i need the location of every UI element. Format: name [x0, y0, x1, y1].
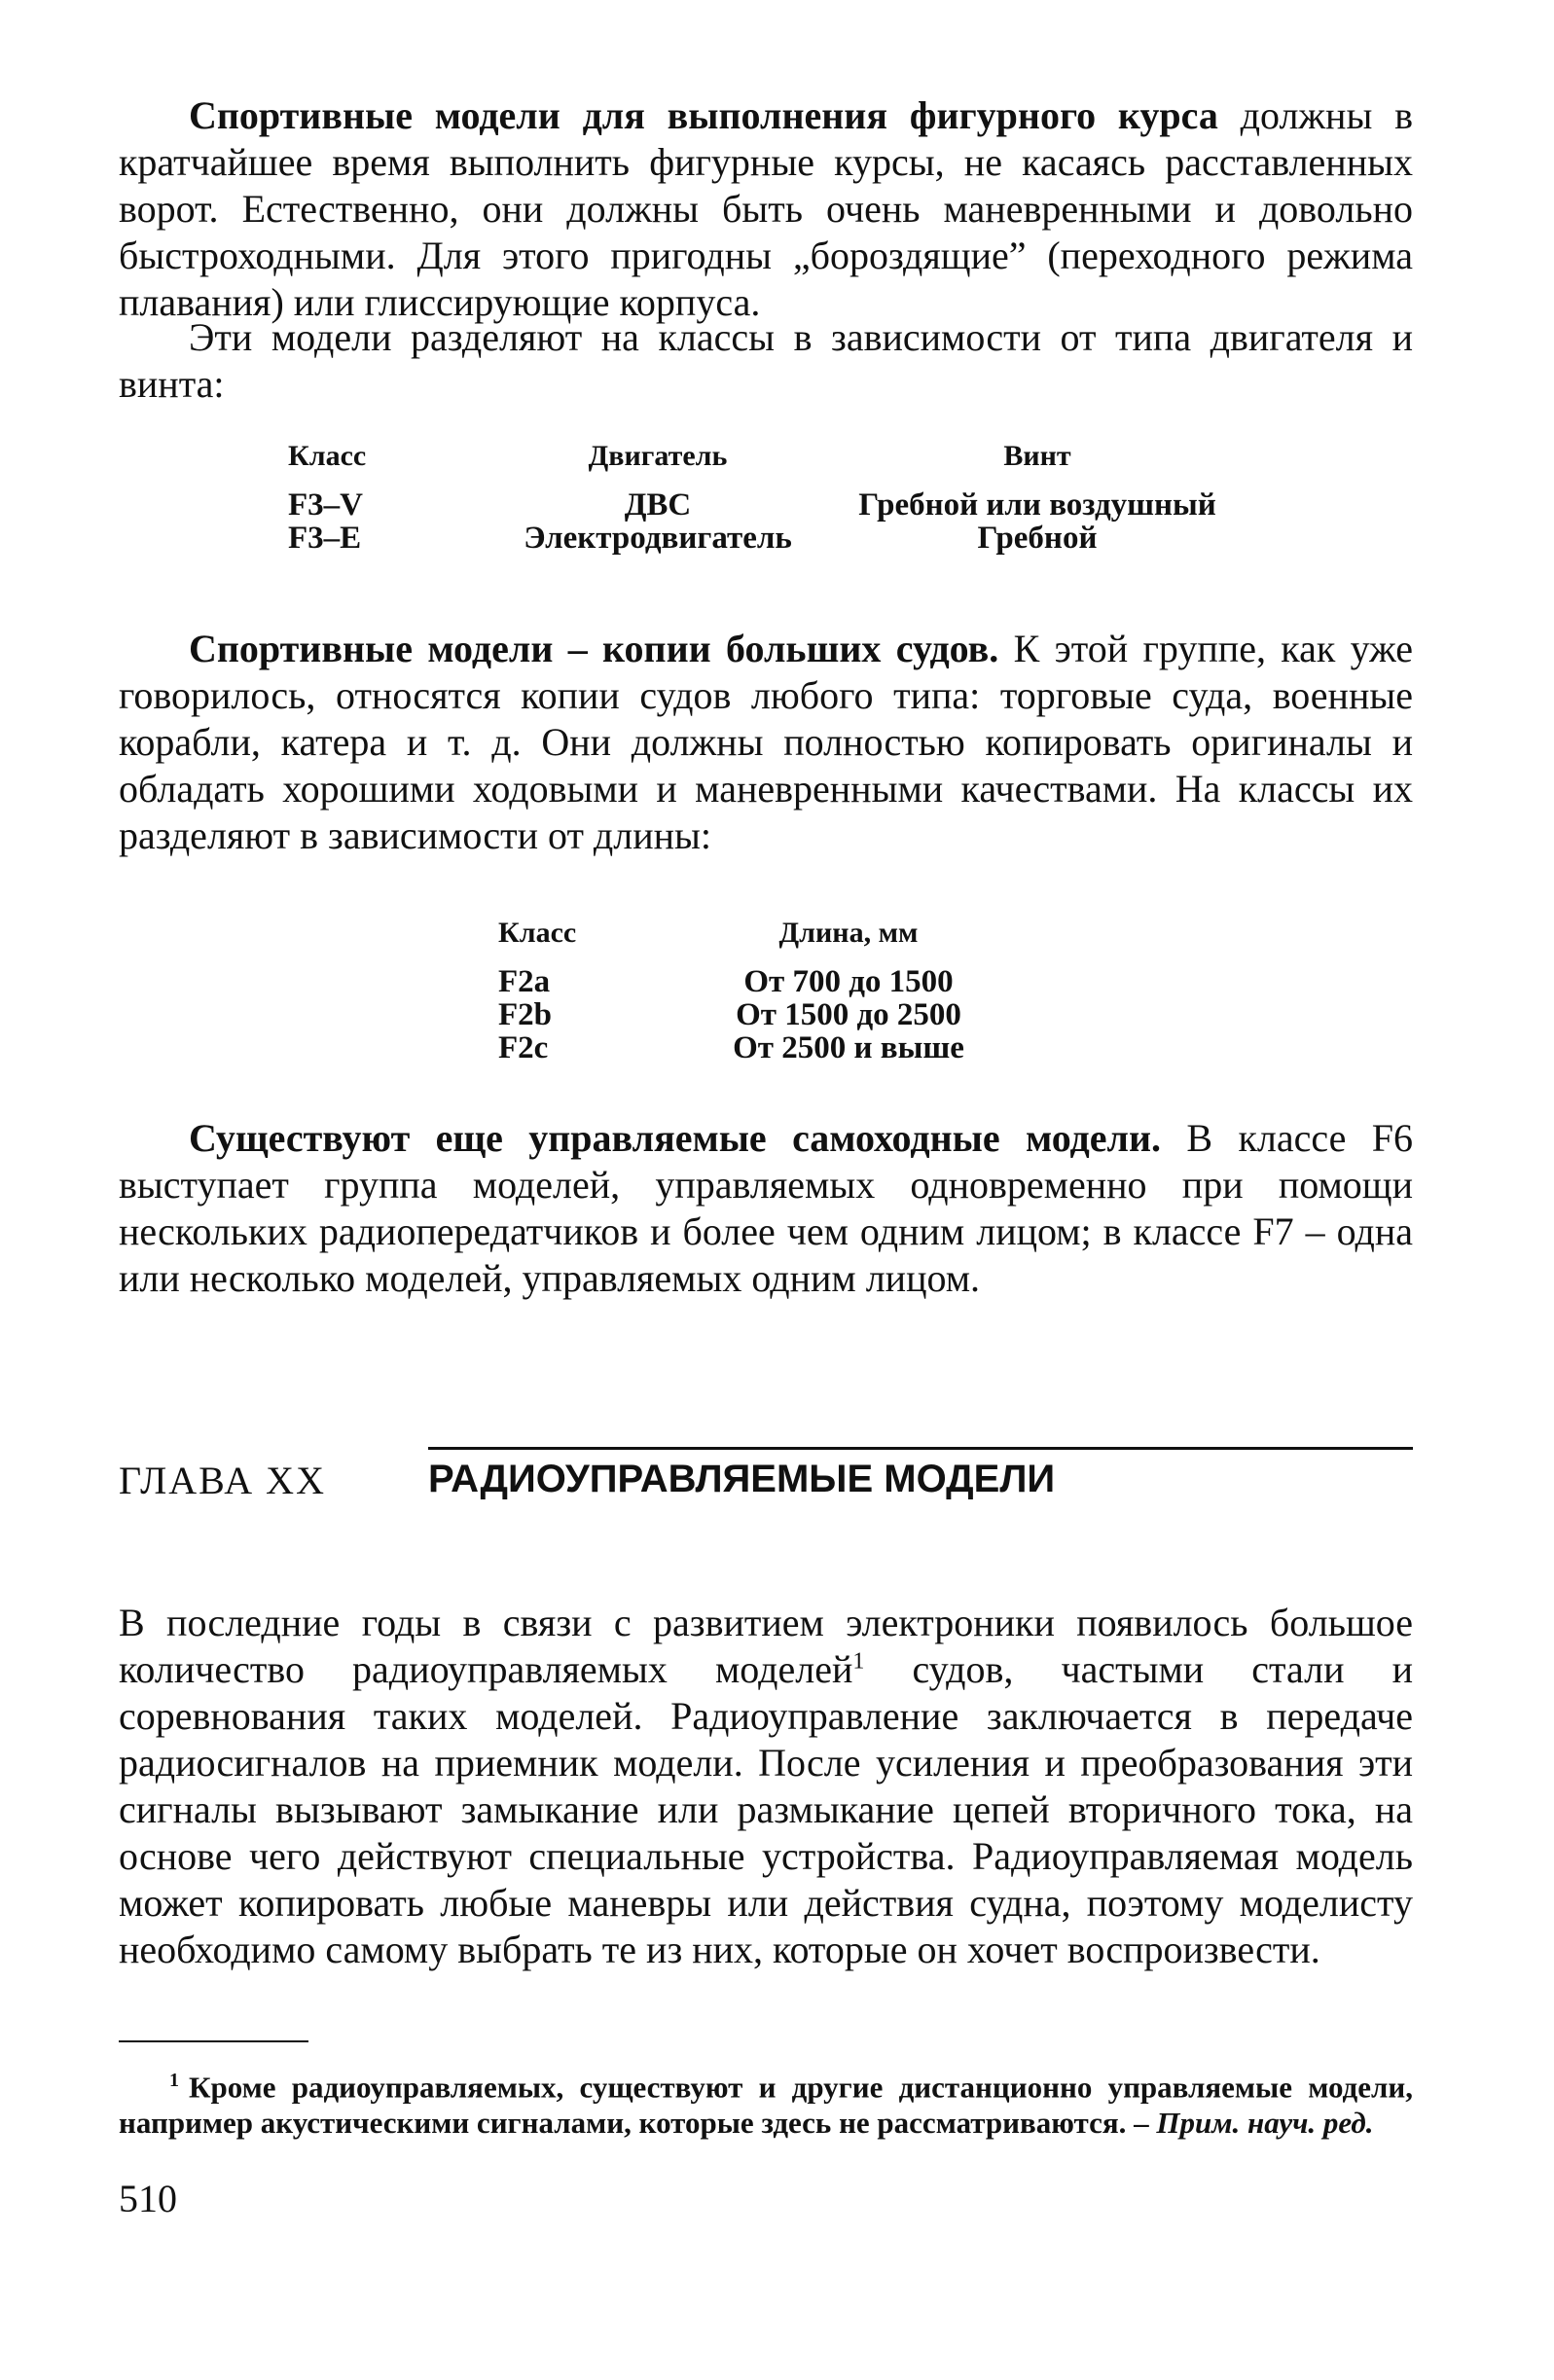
- table-cell: От 700 до 1500: [743, 964, 954, 999]
- footnote-reference: 1: [852, 1648, 865, 1675]
- table-header-class: Класс: [498, 917, 577, 949]
- table-cell: F2c: [498, 1030, 549, 1065]
- table-row: [288, 522, 1261, 555]
- footnote-editor-note: Прим. науч. ред.: [1156, 2106, 1374, 2141]
- chapter-number: ГЛАВА XX: [119, 1459, 326, 1502]
- table-cell: ДВС: [624, 487, 692, 523]
- table-row: [498, 998, 985, 1031]
- table-row: [498, 1031, 985, 1064]
- table-header-row: [288, 440, 1261, 488]
- copies-paragraph: [119, 626, 1413, 859]
- table-row: [288, 488, 1261, 522]
- table-cell: От 2500 и выше: [733, 1030, 964, 1065]
- table-header-length: Длина, мм: [778, 917, 919, 949]
- footnote: [119, 2063, 1413, 2141]
- chapter-divider: [428, 1447, 1413, 1450]
- table-row: [498, 965, 985, 998]
- intro-paragraph: [119, 92, 1413, 326]
- table-header-row: [498, 917, 985, 965]
- length-class-table: [498, 917, 985, 1064]
- table-cell: От 1500 до 2500: [736, 997, 961, 1032]
- table-header-class: Класс: [288, 440, 367, 472]
- footnote-marker: 1: [169, 2070, 179, 2091]
- controlled-paragraph: [119, 1115, 1413, 1302]
- table-cell: F2b: [498, 997, 553, 1032]
- chapter-text-part2: судов, частыми стали и соревнования таких моделей. Радиоуправление заключается в передаче радиосигналов на приемник модели. После усиления и преобразования эти сигналы вызывают замыкание или размыкание цепей вторичного тока, на основе чего действуют специальные устройства. Радиоуправляемая модель может копировать любые маневры или действия судна, поэтому моделисту необходимо самому выбрать те из них, которые он хочет воспроизвести.: [119, 1647, 1414, 1971]
- intro-lead: Спортивные модели для выполнения фигурного курса: [189, 93, 1218, 137]
- page-number: 510: [119, 2177, 177, 2220]
- table-header-propeller: Винт: [1003, 440, 1071, 472]
- copies-lead: Спортивные модели – копии больших судов.: [189, 627, 999, 670]
- chapter-paragraph: [119, 1600, 1413, 1973]
- table-cell: Гребной: [977, 521, 1098, 556]
- table-cell: F2a: [498, 964, 551, 999]
- table-cell: F3–E: [288, 521, 362, 556]
- engine-class-table: [288, 440, 1261, 555]
- chapter-text-part1: В последние годы в связи с развитием электроники появилось большое количество радиоуправляемых моделей: [119, 1601, 1413, 1691]
- footnote-divider: [119, 2040, 308, 2042]
- intro-text: должны в кратчайшее время выполнить фигурные курсы, не касаясь расставленных ворот. Естественно, они должны быть очень маневренными и довольно быстроходными. Для этого пригодны „бороздящие” (переходного режима плавания) или глиссирующие корпуса.: [119, 93, 1413, 324]
- footnote-text: Кроме радиоуправляемых, существуют и другие дистанционно управляемые модели, например акустическими сигналами, которые здесь не рассматриваются. –: [119, 2070, 1413, 2141]
- table-header-engine: Двигатель: [588, 440, 728, 472]
- chapter-title: РАДИОУПРАВЛЯЕМЫЕ МОДЕЛИ: [428, 1458, 1056, 1500]
- copies-text: К этой группе, как уже говорилось, относятся копии судов любого типа: торговые суда, военные корабли, катера и т. д. Они должны полностью копировать оригиналы и обладать хорошими ходовыми и маневренными качествами. На классы их разделяют в зависимости от длины:: [119, 627, 1413, 857]
- table-cell: Гребной или воздушный: [858, 487, 1216, 523]
- table-cell: F3–V: [288, 487, 363, 523]
- controlled-text: В классе F6 выступает группа моделей, управляемых одновременно при помощи нескольких радиопередатчиков и более чем одним лицом; в классе F7 – одна или несколько моделей, управляемых одним лицом.: [119, 1116, 1413, 1300]
- controlled-lead: Существуют еще управляемые самоходные модели.: [189, 1116, 1162, 1160]
- classes-intro-paragraph: Эти модели разделяют на классы в зависимости от типа двигателя и винта:: [119, 315, 1413, 406]
- table-cell: Электродвигатель: [524, 521, 792, 556]
